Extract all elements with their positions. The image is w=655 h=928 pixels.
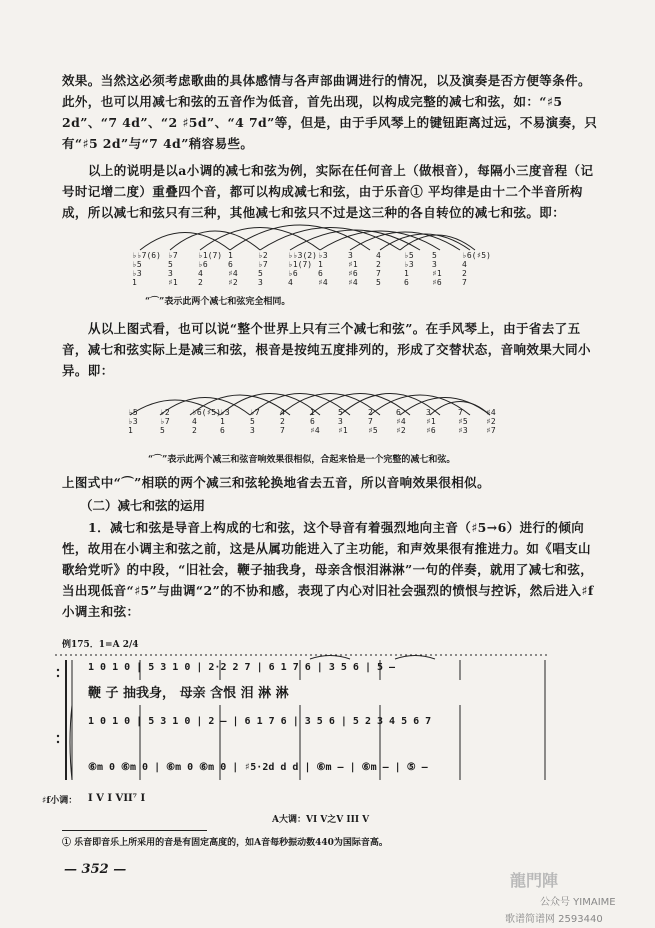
diagram-1-column: 1 6 ♯4 ♯2 (228, 251, 238, 287)
footnote-divider (62, 830, 207, 831)
melody-row: 1 0 1 0 | 5 3 1 0 | 2·2 2 7 | 6 1 7 6 | 3 5 6 | 5 — (88, 662, 396, 673)
page-number: — 352 — (64, 862, 127, 877)
diagram-2-column: ♭2 ♭7 5 (160, 408, 170, 435)
diagram-2-caption: “⌒”表示此两个减三和弦音响效果很相似，合起来恰是一个完整的减七和弦。 (148, 455, 456, 465)
diagram-2-column: ♭5 ♭3 1 (128, 408, 138, 435)
diagram-1-column: ♭♭3(2) ♭1(7) ♭6 4 (288, 251, 317, 287)
footnote: ① 乐音即音乐上所采用的音是有固定高度的，如A音每秒振动数440为国际音高。 (62, 838, 388, 848)
paragraph-2: 以上的说明是以a小调的减七和弦为例，实际在任何音上（做根音），每隔小三度音程（记号时记增二度）重叠四个音，都可以构成减七和弦，由于乐音① 平均律是由十二个半音所构成，所以减七和弦只有三种，其他减七和弦只不过是这三种的各自转位的减七和弦。即： (62, 163, 594, 220)
watermark-logo: 龍門陣 (510, 871, 559, 890)
watermark-caption: 歌谱简谱网 2593440 (505, 914, 603, 925)
harmony-row: I V I VII⁷ I (88, 793, 146, 804)
bass-row: ⑥m 0 ⑥m 0 | ⑥m 0 ⑥m 0 | ♯5·2d d d | ⑥m — | ⑥m — | ⑤ — (88, 762, 428, 773)
diagram-1-column: 4 2 7 5 (376, 251, 381, 287)
diagram-2-column: ♭7 5 3 (250, 408, 260, 435)
diagram-1-column: ♭5 ♭3 1 6 (404, 251, 414, 287)
modulation-row: A大调：VI V之V III V (272, 815, 370, 825)
paragraph-4: 上图式中“⌒”相联的两个减三和弦轮换地省去五音，所以音响效果很相似。 (62, 475, 490, 490)
diagram-2-column: 2 7 ♯5 (368, 408, 378, 435)
diagram-1-caption: “⌒”表示此两个减七和弦完全相同。 (145, 297, 291, 307)
diagram-1-column: 5 3 ♯1 ♯6 (432, 251, 442, 287)
diagram-1-column: ♭2 ♭7 5 3 (258, 251, 268, 287)
paragraph-1: 效果。当然这必须考虑歌曲的具体感情与各声部曲调进行的情况，以及演奏是否方便等条件。此外，也可以用减七和弦的五音作为低音，首先出现，以构成完整的减七和弦，如：“♯5 2d”、“7 4d”、“2 ♯5d”、“4 7d”等，但是，由于手风琴上的键钮距离过远，不易演奏，只有“♯5 2d”与“7 4d”稍容易些。 (62, 73, 598, 151)
diagram-2-column: ♭6(♯5) 4 2 (192, 408, 221, 435)
diagram-2-column: 3 ♯1 ♯6 (426, 408, 436, 435)
diagram-2-column: ♯4 ♯2 ♯7 (486, 408, 496, 435)
diagram-2-column: 5 3 ♯1 (338, 408, 348, 435)
diagram-2-column: 6 ♯4 ♯2 (396, 408, 406, 435)
diagram-1-column: ♭1(7) ♭6 4 2 (198, 251, 223, 287)
watermark-site: 公众号 YIMAIME (540, 897, 616, 908)
example-label: 例175．1=A 2/4 (62, 640, 139, 650)
diagram-2-column: 1 6 ♯4 (310, 408, 320, 435)
diagram-2-column: ♭3 1 6 (220, 408, 230, 435)
diagram-1-column: 3 ♯1 ♯6 ♯4 (348, 251, 358, 287)
diagram-1-column: ♭6(♯5) 4 2 7 (462, 251, 491, 287)
diagram-2-column: 4 2 7 (280, 408, 285, 435)
paragraph-3: 从以上图式看，也可以说“整个世界上只有三个减七和弦”。在手风琴上，由于省去了五音，减七和弦实际上是减三和弦，根音是按纯五度排列的，形成了交替状态，音响效果大同小异。即： (62, 321, 591, 378)
diagram-1-column: ♭7 5 3 ♯1 (168, 251, 178, 287)
section-heading: （二）减七和弦的运用 (80, 498, 206, 513)
upper-accompaniment-row: 1 0 1 0 | 5 3 1 0 | 2 — | 6 1 7 6 | 3 5 6 | 5 2 3 4 5 6 7 (88, 716, 432, 727)
diagram-2-column: 7 ♯5 ♯3 (458, 408, 468, 435)
key-label: ♯f小调： (42, 796, 78, 806)
diagram-1-column: ♭3 1 6 ♯4 (318, 251, 328, 287)
lyric-row: 鞭 子 抽我身， 母亲 含恨 泪 淋 淋 (88, 686, 289, 701)
paragraph-5: 1．减七和弦是导音上构成的七和弦，这个导音有着强烈地向主音（♯5→6）进行的倾向性，故用在小调主和弦之前，这是从属功能进入了主功能，和声效果很有推进力。如《唱支山歌给党听》的中段，“旧社会，鞭子抽我身，母亲含恨泪淋淋”一句的伴奏，就用了减七和弦，当出现低音“♯5”与曲调“2”的不协和感，表现了内心对旧社会强烈的愤恨与控诉，然后进入♯f小调主和弦： (62, 520, 594, 619)
diagram-1-column: ♭♭7(6) ♭5 ♭3 1 (132, 251, 161, 287)
